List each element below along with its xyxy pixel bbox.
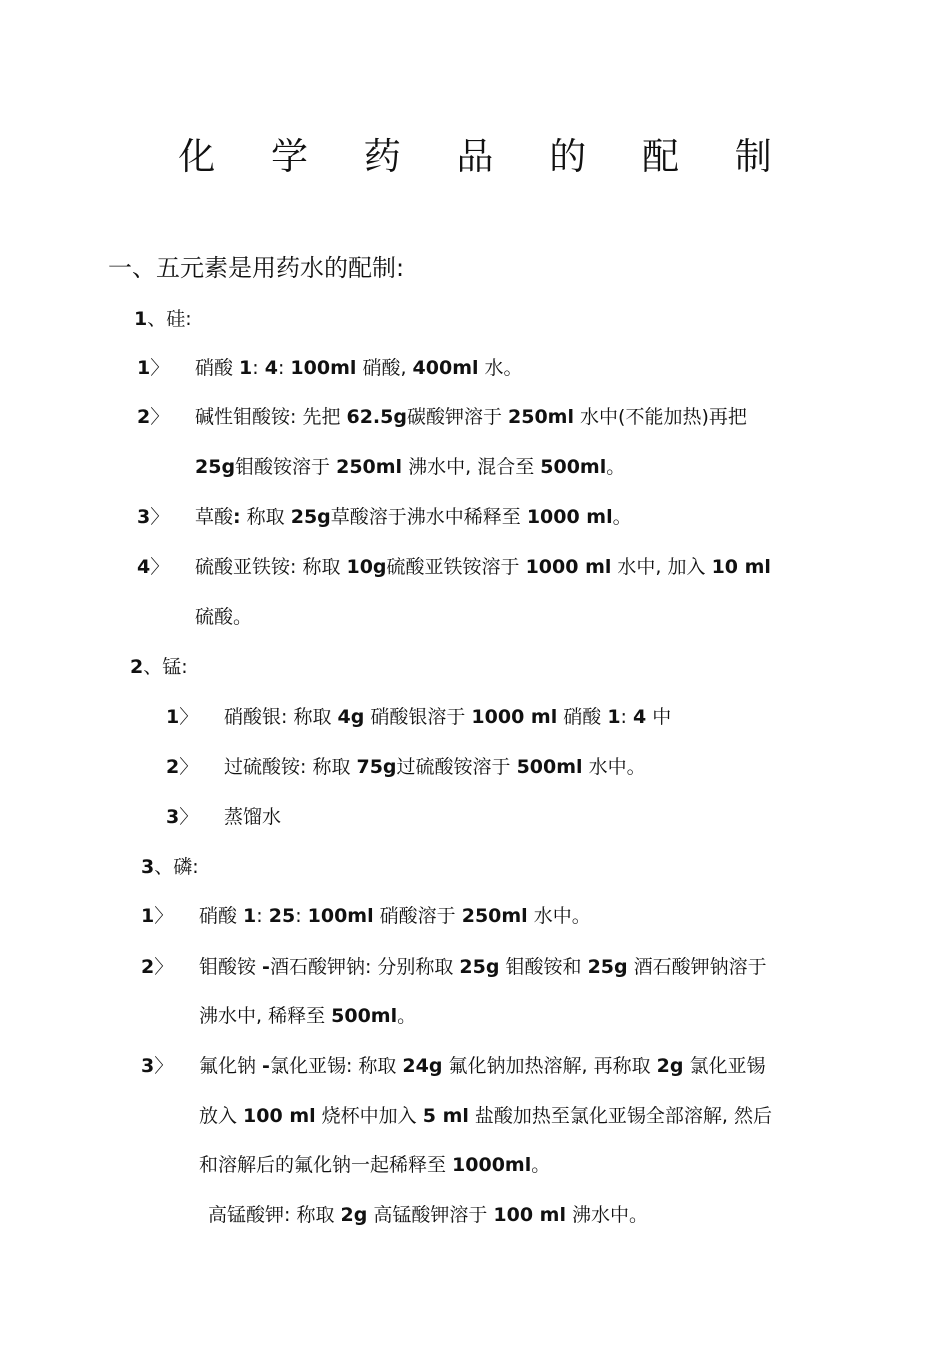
list-item-continuation: 沸水中, 稀释至 500ml。	[199, 1005, 417, 1027]
list-item-continuation: 硫酸。	[195, 606, 253, 628]
list-item: 过硫酸铵: 称取 75g过硫酸铵溶于 500ml 水中。	[224, 756, 646, 778]
item-number: 1〉	[166, 706, 199, 728]
item-number: 3〉	[166, 806, 199, 828]
list-item: 硝酸 1: 25: 100ml 硝酸溶于 250ml 水中。	[199, 905, 591, 927]
subsection-heading-p: 3、磷:	[141, 856, 199, 878]
list-item: 草酸: 称取 25g草酸溶于沸水中稀释至 1000 ml。	[195, 506, 632, 528]
list-item: 蒸馏水	[224, 806, 282, 828]
item-number: 1〉	[141, 905, 174, 927]
item-number: 2〉	[137, 406, 170, 428]
list-item: 高锰酸钾: 称取 2g 高锰酸钾溶于 100 ml 沸水中。	[208, 1204, 649, 1226]
item-number: 2〉	[141, 956, 174, 978]
item-number: 3〉	[141, 1055, 174, 1077]
list-item-continuation: 放入 100 ml 烧杯中加入 5 ml 盐酸加热至氯化亚锡全部溶解, 然后	[199, 1105, 773, 1127]
list-item: 硝酸 1: 4: 100ml 硝酸, 400ml 水。	[195, 357, 523, 379]
list-item-continuation: 25g钼酸铵溶于 250ml 沸水中, 混合至 500ml。	[195, 456, 626, 478]
list-item: 钼酸铵 -酒石酸钾钠: 分别称取 25g 钼酸铵和 25g 酒石酸钾钠溶于	[199, 956, 767, 978]
item-number: 1〉	[137, 357, 170, 379]
list-item-continuation: 和溶解后的氟化钠一起稀释至 1000ml。	[199, 1154, 551, 1176]
item-number: 4〉	[137, 556, 170, 578]
subsection-heading-si: 1、硅:	[134, 308, 192, 330]
item-number: 3〉	[137, 506, 170, 528]
page-title: 化 学 药 品 的 配 制	[178, 135, 794, 178]
item-number: 2〉	[166, 756, 199, 778]
list-item: 硝酸银: 称取 4g 硝酸银溶于 1000 ml 硝酸 1: 4 中	[224, 706, 672, 728]
list-item: 氟化钠 -氯化亚锡: 称取 24g 氟化钠加热溶解, 再称取 2g 氯化亚锡	[199, 1055, 766, 1077]
list-item: 碱性钼酸铵: 先把 62.5g碳酸钾溶于 250ml 水中(不能加热)再把	[195, 406, 747, 428]
section-heading: 一、五元素是用药水的配制:	[108, 254, 405, 282]
subsection-heading-mn: 2、锰:	[130, 656, 188, 678]
list-item: 硫酸亚铁铵: 称取 10g硫酸亚铁铵溶于 1000 ml 水中, 加入 10 ml	[195, 556, 771, 578]
